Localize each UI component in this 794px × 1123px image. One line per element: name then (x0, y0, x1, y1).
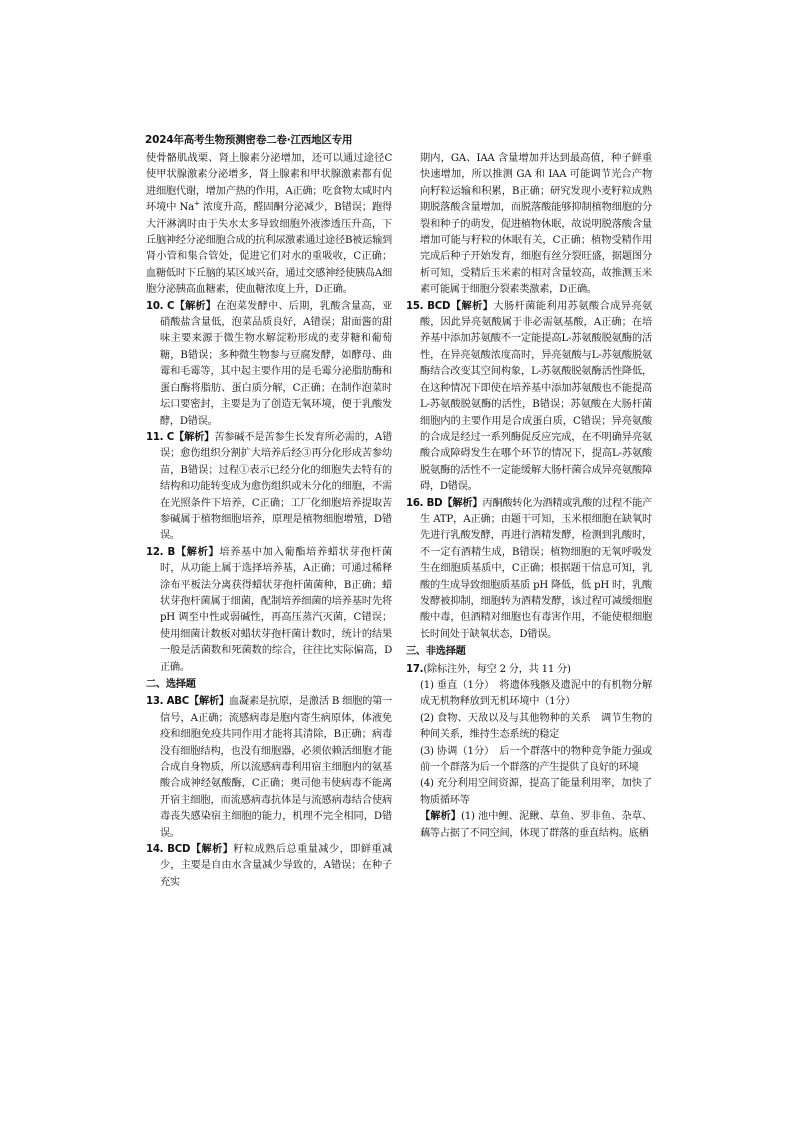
answer-q11: 11. C【解析】苦参碱不是苦参生长发育所必需的，A错误；愈伤组织分割扩大培养后经③再分化形成苦参幼苗，B错误；过程①表示已经分化的细胞失去特有的结构和功能转变成为愈伤组织或未分化的细胞，不需在光照条件下培养，C正确；工厂化细胞培养提取苦参碱属于植物细胞培养，原理是植物细胞增殖，D错误。 (146, 431, 393, 542)
section-heading-2: 二、选择题 (146, 679, 196, 690)
answer-q15: 15. BCD【解析】大肠杆菌能利用苏氨酸合成异亮氨酸，因此异亮氨酸属于非必需氨基酸，A正确；在培养基中添加苏氨酸不一定能提高L-苏氨酸脱氨酶的活性，在异亮氨酸浓度高时，异亮氨酸与L-苏氨酸脱氨酶结合改变其空间构象，L-苏氨酸脱氨酶活性降低，在这种情况下即使在培养基中添加苏氨酸也不能提高L-苏氨酸脱氨酶的活性，B错误；苏氨酸在大肠杆菌细胞内的主要作用是合成蛋白质，C错误；异亮氨酸的合成是经过一系列酶促反应完成，在不明确异亮氨酸合成障碍发生在哪个环节的情况下，提高L-苏氨酸脱氨酶的活性不一定能缓解大肠杆菌合成异亮氨酸障碍，D错误。 (406, 300, 653, 493)
answer-q17-part1: (1) 垂直（1分） 将遗体残骸及遗泥中的有机物分解成无机物释放到无机环境中（1分） (420, 680, 652, 708)
answer-q10: 10. C【解析】在泡菜发酵中、后期，乳酸含量高，亚硝酸盐含量低，泡菜品质良好，A错误；甜面酱的甜味主要来源于微生物水解淀粉形成的麦芽糖和葡萄糖，B错误；多种微生物参与豆腐发酵，如酵母、曲霉和毛霉等，其中起主要作用的是毛霉分泌脂肪酶和蛋白酶将脂肪、蛋白质分解，C正确；在制作泡菜时坛口要密封，主要是为了创造无氧环境，便于乳酸发酵，D错误。 (146, 300, 393, 427)
answer-q12: 12. B【解析】培养基中加入葡酯培养蜡状芽孢杆菌时，从功能上属于选择培养基，A正确；可通过稀释涂布平板法分离获得蜡状芽孢杆菌菌种，B正确；蜡状芽孢杆菌属于细菌，配制培养细菌的培养基时先将 pH 调至中性或弱碱性，再高压蒸汽灭菌，C错误；使用细菌计数板对蜡状芽孢杆菌计数时，统计的结果一般是活菌数和死菌数的综合，往往比实际偏高，D正确。 (146, 546, 393, 673)
paragraph-q9-continued: 使骨骼肌战栗、肾上腺素分泌增加，还可以通过途径C使甲状腺激素分泌增多，肾上腺素和甲状腺激素都有促进细胞代谢，增加产热的作用，A正确；吃食物太咸时内环境中 Na+ 浓度升高，醛固酮分泌减少，B错误；跑得大汗淋漓时由于失水太多导致细胞外液渗透压升高，下丘脑神经分泌细胞合成的抗利尿激素通过途径B被运输到肾小管和集合管处，促进它们对水的重吸收，C正确；血糖低时下丘脑的某区域兴奋，通过交感神经使胰岛A细胞分泌胰高血糖素，使血糖浓度上升，D正确。 (146, 153, 392, 296)
paragraph-q14-continued: 期内，GA、IAA 含量增加并达到最高值，种子鲜重快速增加，所以推测 GA 和 IAA 可能调节光合产物向籽粒运输和积累，B正确；研究发现小麦籽粒成熟期脱落酸含量增加，而脱落酸能够抑制植物细胞的分裂和种子的萌发，促进植物休眠，故说明脱落酸含量增加可能与籽粒的休眠有关，C正确；植物受精作用完成后种子开始发育，细胞有丝分裂旺盛，据题图分析可知，受精后玉米素的相对含量较高，故推测玉米素可能属于细胞分裂素类激素，D正确。 (420, 153, 652, 296)
answer-q17-header: 17.(除标注外，每空 2 分，共 11 分) (406, 663, 571, 675)
answer-q14: 14. BCD【解析】籽粒成熟后总重量减少，即鲜重减少，主要是自由水含量减少导致的，A错误；在种子充实 (146, 844, 393, 888)
page-header: 2024年高考生物预测密卷二卷·江西地区专用 (145, 134, 353, 146)
answer-q17-part4: (4) 充分利用空间资源，提高了能量利用率，加快了物质循环等 (420, 778, 652, 806)
answer-q13: 13. ABC【解析】血凝素是抗原，是激活 B 细胞的第一信号，A正确；流感病毒是胞内寄生病原体，体液免疫和细胞免疫共同作用才能将其清除，B正确；病毒没有细胞结构，也没有细胞器，必须依赖活细胞才能合成自身物质，所以流感病毒利用宿主细胞内的氨基酸合成神经氨酸酶，C正确；奥司他韦使病毒不能离开宿主细胞，而流感病毒抗体是与流感病毒结合使病毒丧失感染宿主细胞的能力，机理不完全相同，D错误。 (146, 696, 392, 839)
left-column (146, 151, 392, 891)
answer-q17-part3: (3) 协调（1分） 后一个群落中的物种竞争能力强或前一个群落为后一个群落的产生提供了良好的环境 (420, 745, 652, 774)
answer-q17-part2: (2) 食物、天敌以及与其他物种的关系 调节生物的种间关系，维持生态系统的稳定 (420, 712, 652, 741)
right-column (406, 151, 652, 842)
analysis-q17: 【解析】(1) 池中鲤、泥鳅、草鱼、罗非鱼、杂草、藕等占据了不同空间，体现了群落的垂直结构。底栖 (420, 811, 652, 839)
answer-q16: 16. BD【解析】丙酮酸转化为酒精或乳酸的过程不能产生 ATP，A正确；由题干可知，玉米根细胞在缺氧时先进行乳酸发酵，再进行酒精发酵，检测到乳酸时，不一定有酒精生成，B错误；植物细胞的无氧呼吸发生在细胞质基质中，C正确；根据题干信息可知，乳酸的生成导致细胞质基质 pH 降低，低 pH 时，乳酸发酵被抑制，细胞转为酒精发酵，该过程可减缓细胞酸中毒，但酒精对细胞也有毒害作用，不能使根细胞长时间处于缺氧状态，D错误。 (406, 497, 653, 640)
section-heading-3: 三、非选择题 (406, 646, 466, 658)
